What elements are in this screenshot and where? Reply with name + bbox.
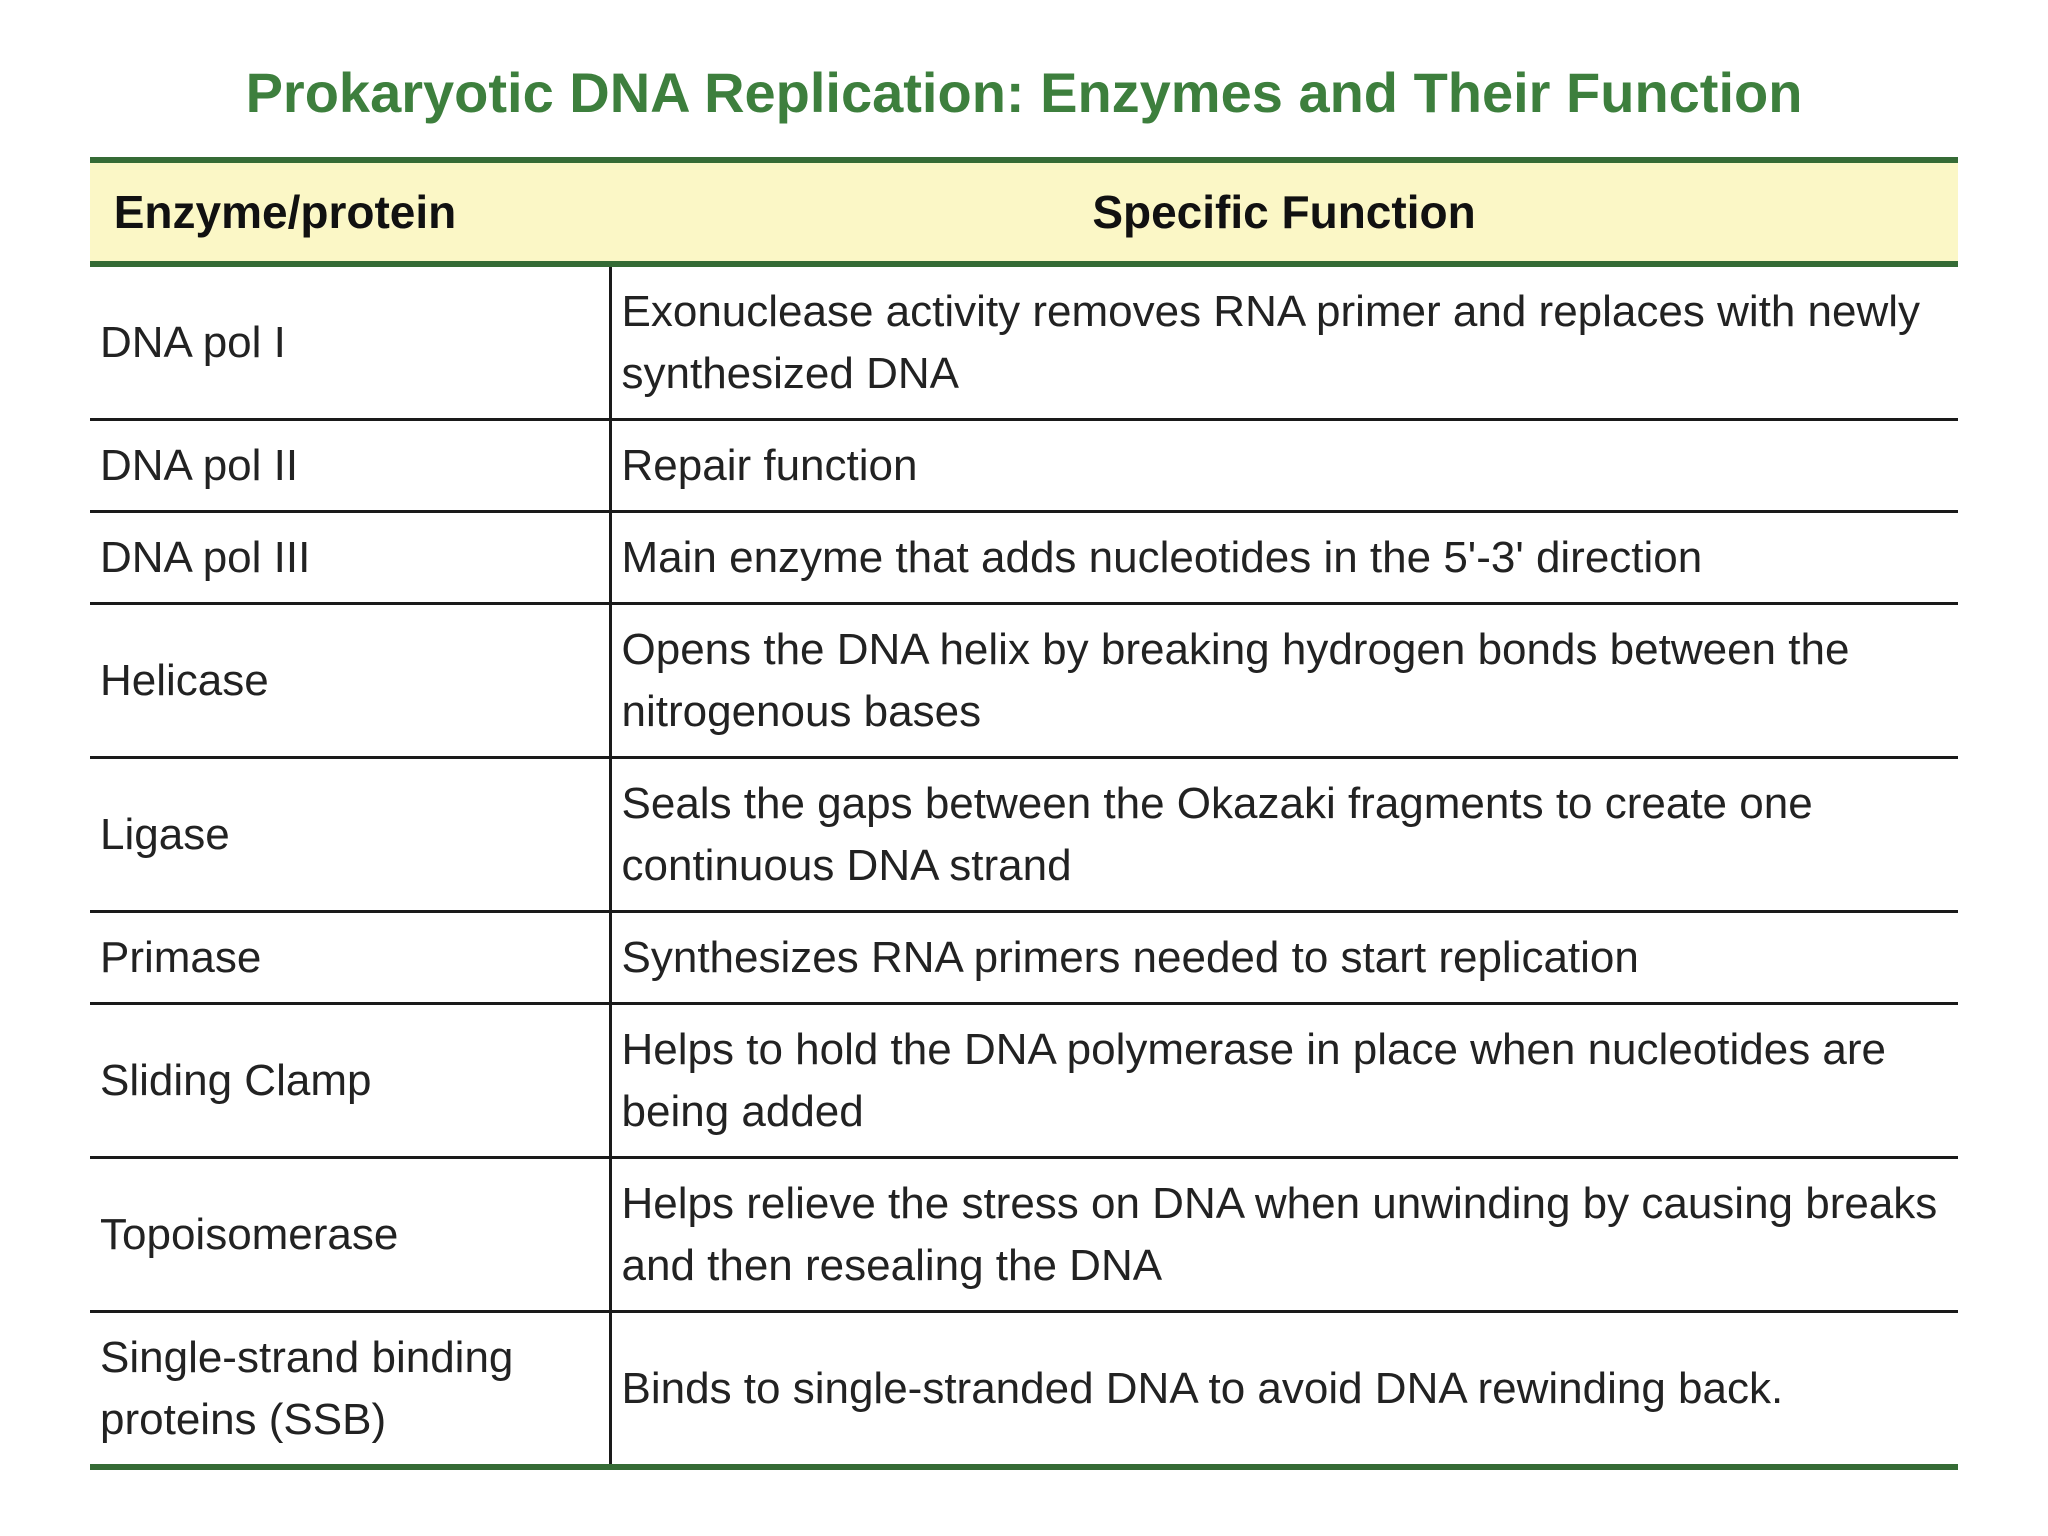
enzyme-cell: Primase <box>90 912 610 1004</box>
table-row <box>90 1312 1958 1468</box>
table-row <box>90 264 1958 420</box>
function-cell: Opens the DNA helix by breaking hydrogen bonds between the nitrogenous bases <box>610 604 1958 758</box>
column-header-enzyme: Enzyme/protein <box>90 160 610 264</box>
table-row <box>90 1158 1958 1312</box>
function-cell: Exonuclease activity removes RNA primer and replaces with newly synthesized DNA <box>610 264 1958 420</box>
enzyme-cell: DNA pol II <box>90 420 610 512</box>
enzyme-cell: DNA pol I <box>90 264 610 420</box>
function-cell: Synthesizes RNA primers needed to start replication <box>610 912 1958 1004</box>
column-header-function: Specific Function <box>610 160 1958 264</box>
table-row <box>90 420 1958 512</box>
enzyme-cell: Single-strand binding proteins (SSB) <box>90 1312 610 1468</box>
header-row <box>90 160 1958 264</box>
table-header <box>90 160 1958 264</box>
enzyme-cell: DNA pol III <box>90 512 610 604</box>
enzyme-cell: Ligase <box>90 758 610 912</box>
table-row <box>90 1004 1958 1158</box>
table-body <box>90 264 1958 1467</box>
table-row <box>90 512 1958 604</box>
page-title: Prokaryotic DNA Replication: Enzymes and Their Function <box>245 61 1803 124</box>
function-cell: Helps to hold the DNA polymerase in place when nucleotides are being added <box>610 1004 1958 1158</box>
table-row <box>90 912 1958 1004</box>
enzyme-table <box>90 157 1958 1470</box>
function-cell: Repair function <box>610 420 1958 512</box>
function-cell: Helps relieve the stress on DNA when unwinding by causing breaks and then resealing the DNA <box>610 1158 1958 1312</box>
function-cell: Binds to single-stranded DNA to avoid DNA rewinding back. <box>610 1312 1958 1468</box>
enzyme-cell: Helicase <box>90 604 610 758</box>
function-cell: Main enzyme that adds nucleotides in the 5'-3' direction <box>610 512 1958 604</box>
function-cell: Seals the gaps between the Okazaki fragments to create one continuous DNA strand <box>610 758 1958 912</box>
enzyme-cell: Topoisomerase <box>90 1158 610 1312</box>
table-row <box>90 758 1958 912</box>
enzyme-table-container <box>90 157 1958 1470</box>
table-row <box>90 604 1958 758</box>
enzyme-cell: Sliding Clamp <box>90 1004 610 1158</box>
